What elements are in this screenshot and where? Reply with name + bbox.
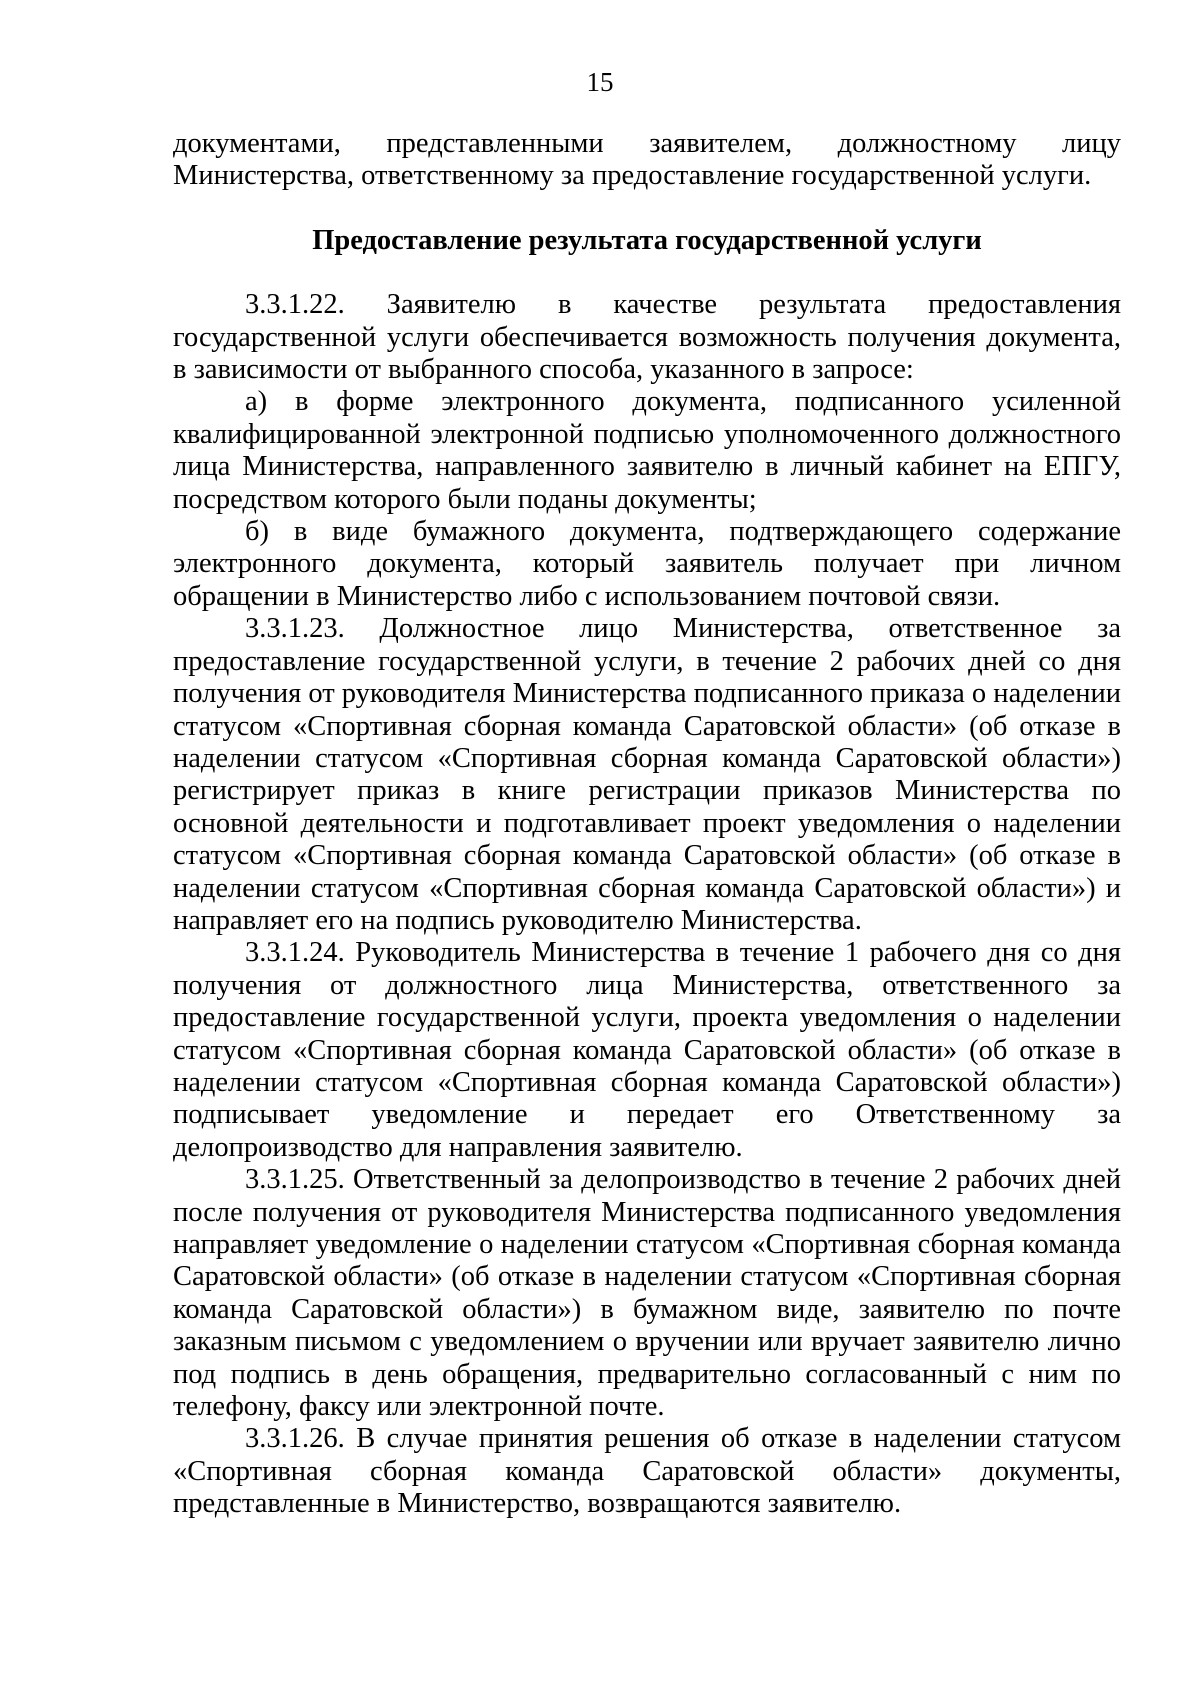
paragraph-3-3-1-25: 3.3.1.25. Ответственный за делопроизводство в течение 2 рабочих дней после получения от руководителя Министерства подписанного уведомления направляет уведомление о наделении статусом «Спортивная сборная команда Саратовской области» (об отказе в наделении статусом «Спортивная сборная команда Саратовской области») в бумажном виде, заявителю по почте заказным письмом с уведомлением о вручении или вручает заявителю лично под подпись в день обращения, предварительно согласованный с ним по телефону, факсу или электронной почте. [173, 1164, 1121, 1423]
paragraph-3-3-1-23: 3.3.1.23. Должностное лицо Министерства, ответственное за предоставление государственной услуги, в течение 2 рабочих дней со дня получения от руководителя Министерства подписанного приказа о наделении статусом «Спортивная сборная команда Саратовской области» (об отказе в наделении статусом «Спортивная сборная команда Саратовской области») регистрирует приказ в книге регистрации приказов Министерства по основной деятельности и подготавливает проект уведомления о наделении статусом «Спортивная сборная команда Саратовской области» (об отказе в наделении статусом «Спортивная сборная команда Саратовской области») и направляет его на подпись руководителю Министерства. [173, 613, 1121, 936]
section-heading: Предоставление результата государственной услуги [312, 224, 982, 256]
paragraph-item-a: а) в форме электронного документа, подписанного усиленной квалифицированной электронной подписью уполномоченного должностного лица Министерства, направленного заявителю в личный кабинет на ЕПГУ, посредством которого были поданы документы; [173, 386, 1121, 515]
paragraph-3-3-1-26: 3.3.1.26. В случае принятия решения об отказе в наделении статусом «Спортивная сборная команда Саратовской области» документы, представленные в Министерство, возвращаются заявителю. [173, 1423, 1121, 1520]
page-number: 15 [586, 67, 614, 97]
paragraph-continuation: документами, представленными заявителем, должностному лицу Министерства, ответственному за предоставление государственной услуги. [173, 128, 1121, 192]
paragraph-item-b: б) в виде бумажного документа, подтверждающего содержание электронного документа, который заявитель получает при личном обращении в Министерство либо с использованием почтовой связи. [173, 516, 1121, 612]
document-body [173, 128, 1121, 1521]
paragraph-3-3-1-22: 3.3.1.22. Заявителю в качестве результата предоставления государственной услуги обеспечивается возможность получения документа, в зависимости от выбранного способа, указанного в запросе: [173, 289, 1121, 386]
paragraph-3-3-1-24: 3.3.1.24. Руководитель Министерства в течение 1 рабочего дня со дня получения от должностного лица Министерства, ответственного за предоставление государственной услуги, проекта уведомления о наделении статусом «Спортивная сборная команда Саратовской области» (об отказе в наделении статусом «Спортивная сборная команда Саратовской области») подписывает уведомление и передает его Ответственному за делопроизводство для направления заявителю. [173, 937, 1121, 1163]
